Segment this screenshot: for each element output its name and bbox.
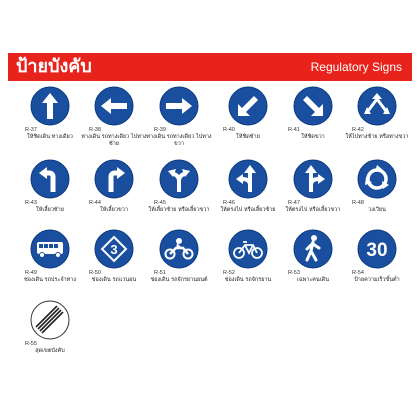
sign-description: เฉพาะคนเดิน (297, 277, 329, 283)
pass-either-side-icon (357, 86, 397, 126)
sign-description: ให้ไปทางซ้าย หรือทางขวา (345, 134, 409, 140)
sign-code: R-48 (352, 200, 364, 206)
sign-code: R-37 (25, 127, 37, 133)
turn-left-arrow-icon (30, 159, 70, 199)
minimum-speed-icon (357, 229, 397, 269)
sign-description: ให้เลี้ยวซ้าย หรือเลี้ยวขวา (148, 207, 210, 213)
sign-description: ทางเดิน รถทางเดียว ไปทางซ้าย (81, 134, 147, 147)
sign-code: R-52 (223, 270, 235, 276)
sign-r54 (344, 229, 410, 284)
speed-number-label: 30 (366, 240, 388, 261)
pedestrian-icon (293, 229, 333, 269)
sign-code: R-47 (288, 200, 300, 206)
page-title-thai: ป้ายบังคับ (16, 56, 92, 77)
turn-left-or-right-icon (159, 159, 199, 199)
sign-description: ช่องเดิน รถประจำทาง (23, 277, 77, 283)
straight-or-right-icon (293, 159, 333, 199)
turn-right-arrow-icon (94, 159, 134, 199)
roundabout-icon (357, 159, 397, 199)
sign-description: ให้ชิดซ้าย (236, 134, 260, 140)
sign-code: R-43 (25, 200, 37, 206)
end-of-restriction-icon (30, 300, 70, 340)
sign-description: ให้ชิดขวา (301, 134, 325, 140)
sign-r50 (81, 229, 147, 284)
sign-r44 (81, 159, 147, 214)
sign-code: R-50 (89, 270, 101, 276)
sign-code: R-55 (25, 341, 37, 347)
sign-r43 (17, 159, 83, 214)
sign-description: ช่องเดิน รถแวนอน (91, 277, 137, 283)
motorcycle-icon (159, 229, 199, 269)
sign-description: ให้เลี้ยวขวา (100, 207, 128, 213)
sign-code: R-51 (154, 270, 166, 276)
keep-left-arrow-icon (228, 86, 268, 126)
header-banner (8, 53, 412, 81)
sign-code: R-40 (223, 127, 235, 133)
sign-r46 (215, 159, 281, 214)
sign-r48 (344, 159, 410, 214)
sign-code: R-46 (223, 200, 235, 206)
sign-r41 (280, 86, 346, 141)
number-3-icon (94, 229, 134, 269)
keep-right-arrow-icon (293, 86, 333, 126)
sign-description: ป้ายความเร็วขั้นต่ำ (354, 277, 400, 283)
sign-r40 (215, 86, 281, 141)
sign-r51 (146, 229, 212, 284)
sign-code: R-53 (288, 270, 300, 276)
sign-code: R-44 (89, 200, 101, 206)
straight-or-left-icon (228, 159, 268, 199)
sign-r52 (215, 229, 281, 284)
straight-arrow-icon (30, 86, 70, 126)
sign-description: ให้ตรงไป หรือเลี้ยวขวา (285, 207, 341, 213)
sign-r37 (17, 86, 83, 141)
sign-r38 (81, 86, 147, 148)
sign-description: ช่องเดิน รถจักรยาน (224, 277, 272, 283)
bicycle-icon (228, 229, 268, 269)
sign-description: ให้ตรงไป หรือเลี้ยวซ้าย (220, 207, 276, 213)
sign-code: R-54 (352, 270, 364, 276)
sign-description: สุดเขตบังคับ (35, 348, 65, 354)
sign-r53 (280, 229, 346, 284)
page-title-english: Regulatory Signs (310, 60, 402, 74)
sign-description: ทางเดิน รถทางเดียว ไปทางขวา (146, 134, 212, 147)
sign-r49 (17, 229, 83, 284)
sign-code: R-38 (89, 127, 101, 133)
sign-description: ช่องเดิน รถจักรยานยนต์ (150, 277, 208, 283)
sign-r42 (344, 86, 410, 141)
sign-code: R-49 (25, 270, 37, 276)
sign-r47 (280, 159, 346, 214)
sign-code: R-39 (154, 127, 166, 133)
sign-r39 (146, 86, 212, 148)
sign-description: ให้เลี้ยวซ้าย (36, 207, 64, 213)
sign-description: ให้ชิดเดิน ทางเดียว (27, 134, 73, 140)
right-arrow-icon (159, 86, 199, 126)
sign-number-label: 3 (110, 242, 118, 257)
sign-r45 (146, 159, 212, 214)
sign-code: R-45 (154, 200, 166, 206)
left-arrow-icon (94, 86, 134, 126)
sign-r55 (17, 300, 83, 355)
sign-description: วงเวียน (368, 207, 386, 213)
sign-code: R-41 (288, 127, 300, 133)
bus-icon (30, 229, 70, 269)
sign-code: R-42 (352, 127, 364, 133)
